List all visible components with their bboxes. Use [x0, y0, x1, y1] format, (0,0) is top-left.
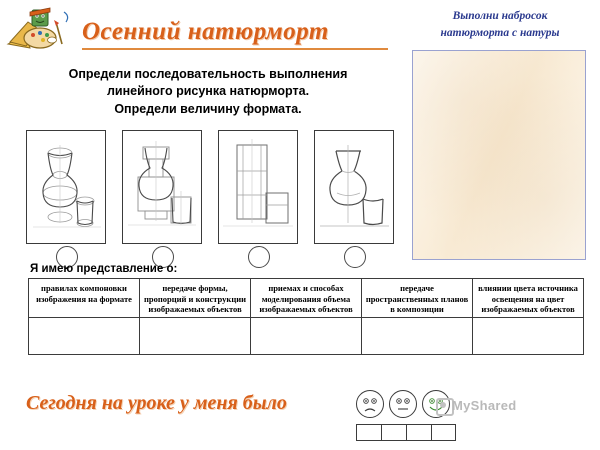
mood-answer-box[interactable]: [431, 424, 456, 441]
table-header-cell: передаче формы, пропорций и конструкции изображаемых объектов: [140, 279, 251, 318]
instruction-line-3: Определи величину формата.: [114, 101, 302, 116]
palette-artist-icon: [6, 4, 78, 50]
table-header-row: [29, 279, 584, 318]
footer-title: Сегодня на уроке у меня было: [26, 392, 287, 414]
assessment-table: [28, 278, 584, 355]
sad-face-icon[interactable]: [356, 390, 384, 418]
watermark-label: MyShared: [452, 398, 517, 413]
still-life-stage-2-icon[interactable]: [122, 130, 202, 244]
table-answer-cell[interactable]: [473, 317, 584, 354]
step-answer-circle[interactable]: [248, 246, 270, 268]
table-answer-cell[interactable]: [362, 317, 473, 354]
task-line-2: натюрморта с натуры: [440, 26, 560, 39]
step-answer-circle[interactable]: [344, 246, 366, 268]
table-answer-cell[interactable]: [29, 317, 140, 354]
mood-answer-box[interactable]: [356, 424, 381, 441]
mood-answer-boxes: [356, 424, 456, 442]
table-header-cell: передаче пространственных планов в композиции: [362, 279, 473, 318]
instruction-line-1: Определи последовательность выполнения: [68, 67, 348, 81]
task-line-1: Выполни набросок: [452, 10, 548, 22]
mood-answer-box[interactable]: [406, 424, 431, 441]
table-header-cell: влиянии цвета источника освещения на цвет изображаемых объектов: [473, 279, 584, 318]
neutral-face-icon[interactable]: [389, 390, 417, 418]
instruction-line-2: линейного рисунка натюрморта.: [106, 84, 310, 99]
task-instruction: [404, 8, 596, 41]
title-divider: [82, 48, 388, 50]
still-life-stage-1-icon[interactable]: [26, 130, 106, 244]
mood-answer-box[interactable]: [381, 424, 406, 441]
self-assessment-label: Я имею представление о:: [30, 263, 178, 275]
table-header-cell: приемах и способах моделирования объема изображаемых объектов: [251, 279, 362, 318]
drawing-area[interactable]: [412, 50, 586, 260]
still-life-stage-4-icon[interactable]: [314, 130, 394, 244]
table-header-cell: правилах компоновки изображения на формате: [29, 279, 140, 318]
main-instruction: [28, 66, 388, 118]
step-sequence: [26, 130, 396, 270]
page-title: Осенний натюрморт: [82, 18, 329, 45]
table-answer-cell[interactable]: [140, 317, 251, 354]
table-row: [29, 317, 584, 354]
still-life-stage-3-icon[interactable]: [218, 130, 298, 244]
table-answer-cell[interactable]: [251, 317, 362, 354]
